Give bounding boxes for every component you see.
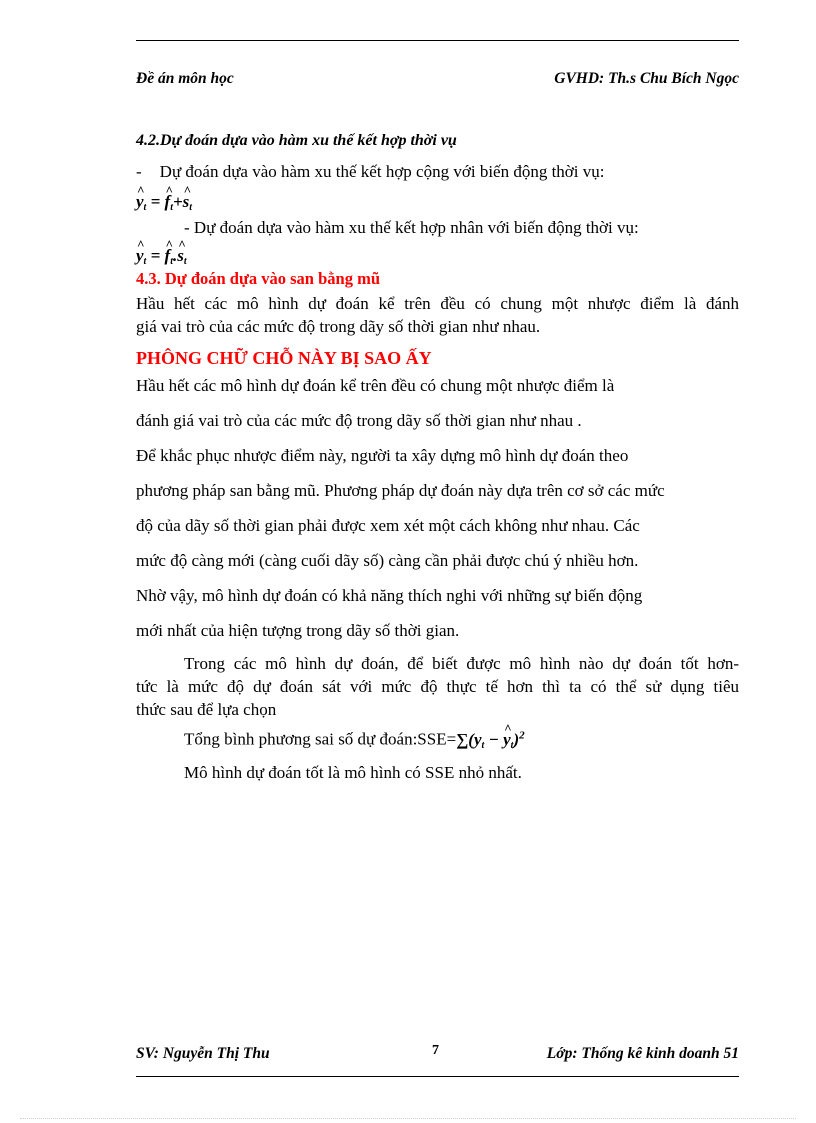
formula-multiplicative: ^ $y_t$ = ^ $f_t.\^{}$ $s_t$ — [136, 246, 187, 267]
item1-text: Dự đoán dựa vào hàm xu thế kết hợp cộng với biến động thời vụ: — [159, 162, 605, 181]
font-note-line: mới nhất của hiện tượng trong dãy số thời gian. — [136, 621, 460, 640]
section-4-3-para-line1: Hầu hết các mô hình dự đoán kể trên đều có chung một nhược điểm là đánh — [136, 294, 739, 313]
section-4-3-para-line2: giá vai trò của các mức độ trong dãy số thời gian như nhau. — [136, 317, 541, 336]
font-note-line: Để khắc phục nhược điểm này, người ta xây dựng mô hình dự đoán theo — [136, 446, 629, 465]
header-advisor: GVHD: Th.s Chu Bích Ngọc — [554, 70, 739, 87]
font-note-line: đánh giá vai trò của các mức độ trong dãy số thời gian như nhau . — [136, 411, 582, 430]
closing-para-line3: thức sau để lựa chọn — [136, 700, 277, 719]
section-4-2-title: 4.2.Dự đoán dựa vào hàm xu thế kết hợp thời vụ — [136, 132, 457, 149]
bullet-dash: - — [136, 162, 142, 181]
section-4-2-item1 — [136, 162, 605, 182]
footer-rule — [136, 1076, 739, 1077]
font-note-line: Nhờ vậy, mô hình dự đoán có khả năng thích nghi với những sự biến động — [136, 586, 643, 605]
section-4-3-title: 4.3. Dự đoán dựa vào san bằng mũ — [136, 269, 380, 288]
page-edge-divider — [20, 1118, 796, 1119]
header-course: Đề án môn học — [136, 70, 234, 87]
sse-label: Tổng bình phương sai số dự đoán:SSE= — [184, 729, 457, 749]
section-4-2-item2: - Dự đoán dựa vào hàm xu thế kết hợp nhân với biến động thời vụ: — [184, 218, 639, 237]
font-note-line: Hầu hết các mô hình dự đoán kể trên đều có chung một nhược điểm là — [136, 376, 615, 395]
footer-class: Lớp: Thống kê kinh doanh 51 — [546, 1045, 739, 1062]
closing-para-line1: Trong các mô hình dự đoán, để biết được mô hình nào dự đoán tốt hơn- — [184, 654, 739, 673]
footer-student: SV: Nguyễn Thị Thu — [136, 1045, 270, 1062]
formula-additive: ^ $y_t$ = ^ $f_t+\^{}$ $s_t$ — [136, 192, 192, 213]
font-note-line: mức độ càng mới (càng cuối dãy số) càng cần phải được chú ý nhiều hơn. — [136, 551, 639, 570]
font-note-line: phương pháp san bằng mũ. Phương pháp dự đoán này dựa trên cơ sở các mức — [136, 481, 665, 500]
font-note-line: độ của dãy số thời gian phải được xem xét một cách không như nhau. Các — [136, 516, 640, 535]
header-rule — [136, 40, 739, 41]
conclusion: Mô hình dự đoán tốt là mô hình có SSE nhỏ nhất. — [184, 763, 522, 782]
closing-para-line2: tức là mức độ dự đoán sát với mức độ thực tế hơn thì ta có thể sử dụng tiêu — [136, 677, 739, 696]
sse-formula: $\sum(y_t$ − ^ $y_t)^2$ — [456, 730, 524, 749]
font-note-title: PHÔNG CHỮ CHỖ NÀY BỊ SAO ẤY — [136, 348, 432, 368]
page-number: 7 — [432, 1043, 439, 1058]
sse-definition — [184, 729, 525, 751]
